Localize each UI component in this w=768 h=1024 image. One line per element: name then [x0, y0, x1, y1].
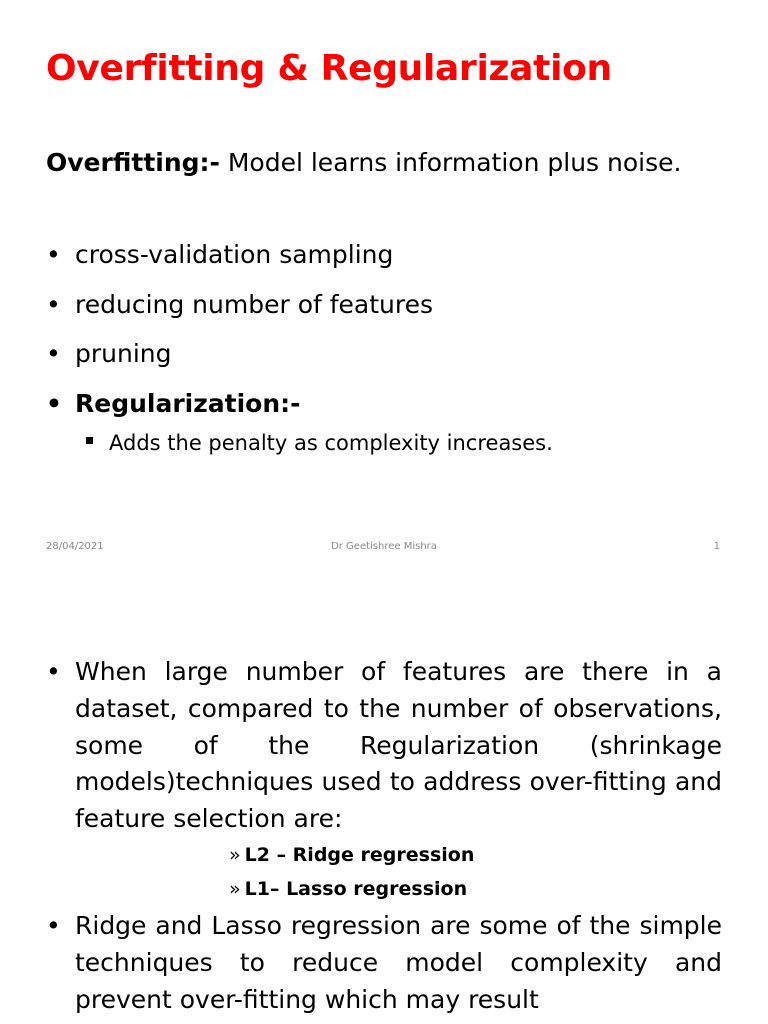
list-item: » L1– Lasso regression — [229, 877, 468, 900]
footer-date: 28/04/2021 — [46, 541, 104, 552]
list-item: • cross-validation sampling — [46, 230, 726, 280]
bullet-dot-icon: • — [46, 339, 61, 368]
list-item: Adds the penalty as complexity increases. — [86, 426, 553, 460]
list-item: • reducing number of features — [46, 280, 726, 330]
list-item — [46, 908, 722, 1018]
overfitting-text: Model learns information plus noise. — [219, 148, 682, 177]
footer-author: Dr Geetishree Mishra — [331, 541, 437, 552]
raquo-icon: » — [229, 843, 241, 866]
bullet-dot-icon: • — [46, 910, 61, 940]
overfitting-definition — [46, 143, 735, 183]
regression-sublist — [75, 838, 722, 906]
slide2-list — [46, 654, 722, 1018]
slide-2 — [0, 576, 768, 1024]
bullet-dot-icon: • — [46, 388, 62, 418]
bullet-dot-icon: • — [46, 657, 61, 686]
list-item: • pruning — [46, 329, 726, 379]
list-item: • Regularization:- — [46, 379, 726, 429]
bullet-text: When large number of features are there in a dataset, compared to the number of observations, some of the Regularization (shrinkage models)techniques used to address over-fitting and feature selection are: — [75, 657, 722, 834]
footer-page-number: 1 — [713, 541, 720, 552]
bullet-dot-icon: • — [46, 289, 61, 319]
square-bullet-icon — [86, 437, 93, 444]
remedies-list — [46, 230, 726, 428]
regularization-sublist — [86, 426, 553, 460]
list-item: » L2 – Ridge regression — [229, 843, 475, 866]
slide-title: Overfitting & Regularization — [46, 48, 612, 89]
raquo-icon: » — [229, 877, 241, 900]
bullet-text: Ridge and Lasso regression are some of the simple techniques to reduce model complexity and prevent over-fitting which may result — [75, 910, 722, 1014]
bullet-dot-icon: • — [46, 240, 61, 269]
list-item — [46, 654, 722, 906]
overfitting-term: Overfitting:- — [46, 148, 220, 177]
